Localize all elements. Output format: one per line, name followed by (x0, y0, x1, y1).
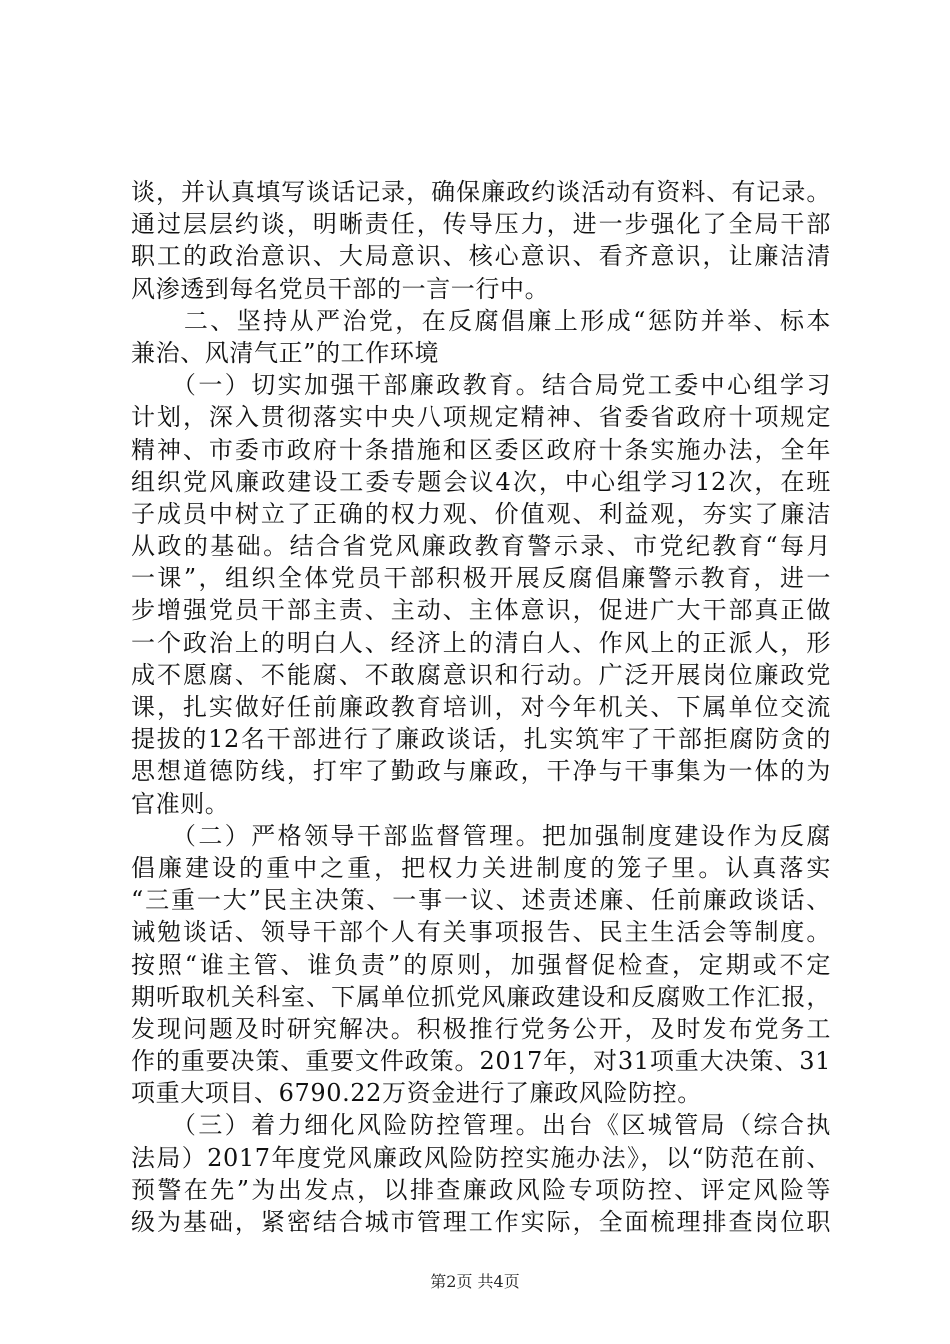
document-body (131, 176, 831, 1238)
body-text-line: 二、坚持从严治党，在反腐倡廉上形成“惩防并举、标本 (131, 306, 831, 335)
body-text-line: 通过层层约谈，明晰责任，传导压力，进一步强化了全局干部 (131, 210, 831, 239)
body-text-line: 项重大项目、6790.22万资金进行了廉政风险防控。 (131, 1079, 702, 1108)
body-text-line: 思想道德防线，打牢了勤政与廉政，干净与干事集为一体的为 (131, 757, 831, 786)
body-text-line: 精神、市委市政府十条措施和区委区政府十条实施办法，全年 (131, 435, 831, 464)
body-text-line: 按照“谁主管、谁负责”的原则，加强督促检查，定期或不定 (131, 950, 831, 979)
body-text-line: 期听取机关科室、下属单位抓党风廉政建设和反腐败工作汇报， (131, 982, 831, 1011)
body-text-line: 提拔的12名干部进行了廉政谈话，扎实筑牢了干部拒腐防贪的 (131, 725, 831, 754)
page-footer: 第2页 共4页 (430, 1272, 520, 1291)
body-text-line: 作的重要决策、重要文件政策。2017年，对31项重大决策、31 (131, 1047, 831, 1076)
body-text-line: 谈，并认真填写谈话记录，确保廉政约谈活动有资料、有记录。 (131, 178, 831, 206)
body-text-line: 级为基础，紧密结合城市管理工作实际，全面梳理排查岗位职 (131, 1208, 831, 1236)
body-text-line: 一个政治上的明白人、经济上的清白人、作风上的正派人，形 (131, 628, 831, 657)
body-text-line: 官准则。 (131, 789, 230, 818)
body-text-line: 诫勉谈话、领导干部个人有关事项报告、民主生活会等制度。 (131, 918, 831, 947)
body-text-line: “三重一大”民主决策、一事一议、述责述廉、任前廉政谈话、 (131, 886, 831, 915)
body-text-line: 预警在先”为出发点，以排查廉政风险专项防控、评定风险等 (131, 1175, 831, 1204)
body-text-line: 倡廉建设的重中之重，把权力关进制度的笼子里。认真落实 (131, 853, 831, 882)
body-text-line: 兼治、风清气正”的工作环境 (131, 338, 440, 367)
body-text-line: 课，扎实做好任前廉政教育培训，对今年机关、下属单位交流 (131, 693, 831, 721)
body-text-line: 风渗透到每名党员干部的一言一行中。 (131, 274, 550, 303)
body-text-line: 一课”，组织全体党员干部积极开展反腐倡廉警示教育，进一 (131, 564, 831, 593)
body-text-line: 成不愿腐、不能腐、不敢腐意识和行动。广泛开展岗位廉政党 (131, 660, 831, 689)
body-text-line: （三）着力细化风险防控管理。出台《区城管局（综合执 (131, 1111, 831, 1140)
body-text-line: 发现问题及时研究解决。积极推行党务公开，及时发布党务工 (131, 1014, 831, 1043)
body-text-line: 子成员中树立了正确的权力观、价值观、利益观，夯实了廉洁 (131, 499, 831, 528)
body-text-line: 计划，深入贯彻落实中央八项规定精神、省委省政府十项规定 (131, 403, 831, 432)
body-text-line: 组织党风廉政建设工委专题会议4次，中心组学习12次，在班 (131, 467, 831, 496)
body-text-line: （一）切实加强干部廉政教育。结合局党工委中心组学习 (131, 371, 831, 400)
body-text-line: （二）严格领导干部监督管理。把加强制度建设作为反腐 (131, 821, 831, 850)
body-text-line: 步增强党员干部主责、主动、主体意识，促进广大干部真正做 (131, 596, 831, 625)
body-text-line: 从政的基础。结合省党风廉政教育警示录、市党纪教育“每月 (131, 532, 831, 561)
body-text-line: 职工的政治意识、大局意识、核心意识、看齐意识，让廉洁清 (131, 242, 831, 271)
body-text-line: 法局）2017年度党风廉政风险防控实施办法》，以“防范在前、 (131, 1143, 831, 1172)
